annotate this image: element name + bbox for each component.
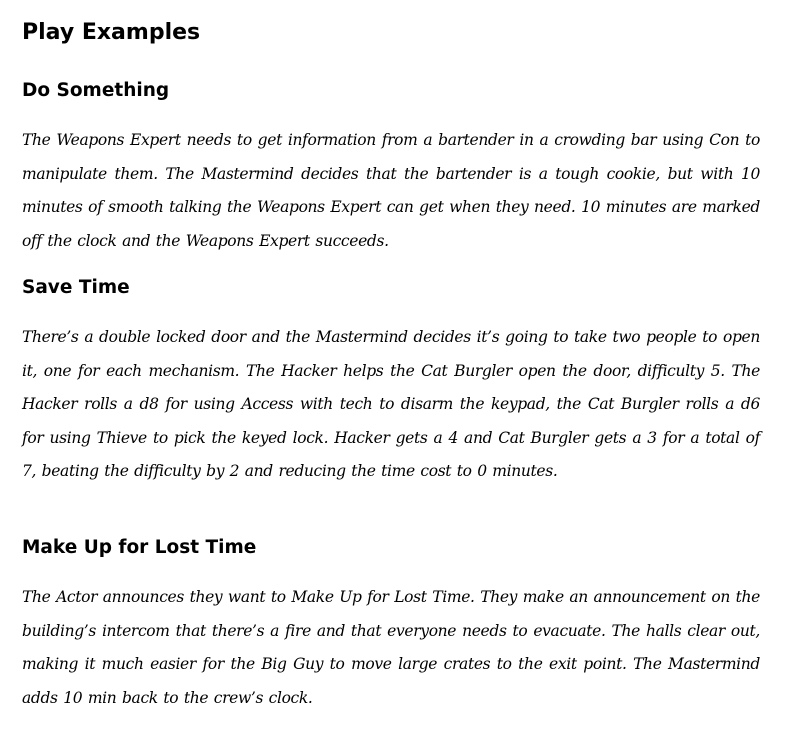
section-text-save-time: There’s a double locked door and the Mastermind decides it’s going to take two people to open it, one for each mechanism. The Hacker helps the Cat Burgler open the door, difficulty 5. The Hacker rolls a d8 for using Access with tech to disarm the keypad, the Cat Burgler rolls a d6 for using Thieve to pick the keyed lock. Hacker gets a 4 and Cat Burgler gets a 3 for a total of 7, beating the difficulty by 2 and reducing the time cost to 0 minutes. [22,328,760,480]
section-text-do-something: The Weapons Expert needs to get information from a bartender in a crowding bar using Con to manipulate them. The Mastermind decides that the bartender is a tough cookie, but with 10 minutes of smooth talking the Weapons Expert can get when they need. 10 minutes are marked off the clock and the Weapons Expert succeeds. [22,131,760,250]
section-heading-do-something: Do Something [22,80,170,101]
section-heading-make-up-for-lost-time: Make Up for Lost Time [22,537,257,558]
section-text-make-up-for-lost-time: The Actor announces they want to Make Up for Lost Time. They make an announcement on the building’s intercom that there’s a fire and that everyone needs to evacuate. The halls clear out, making it much easier for the Big Guy to move large crates to the exit point. The Mastermind adds 10 min back to the crew’s clock. [22,588,760,707]
section-heading-save-time: Save Time [22,277,130,298]
page-title: Play Examples [22,20,201,45]
